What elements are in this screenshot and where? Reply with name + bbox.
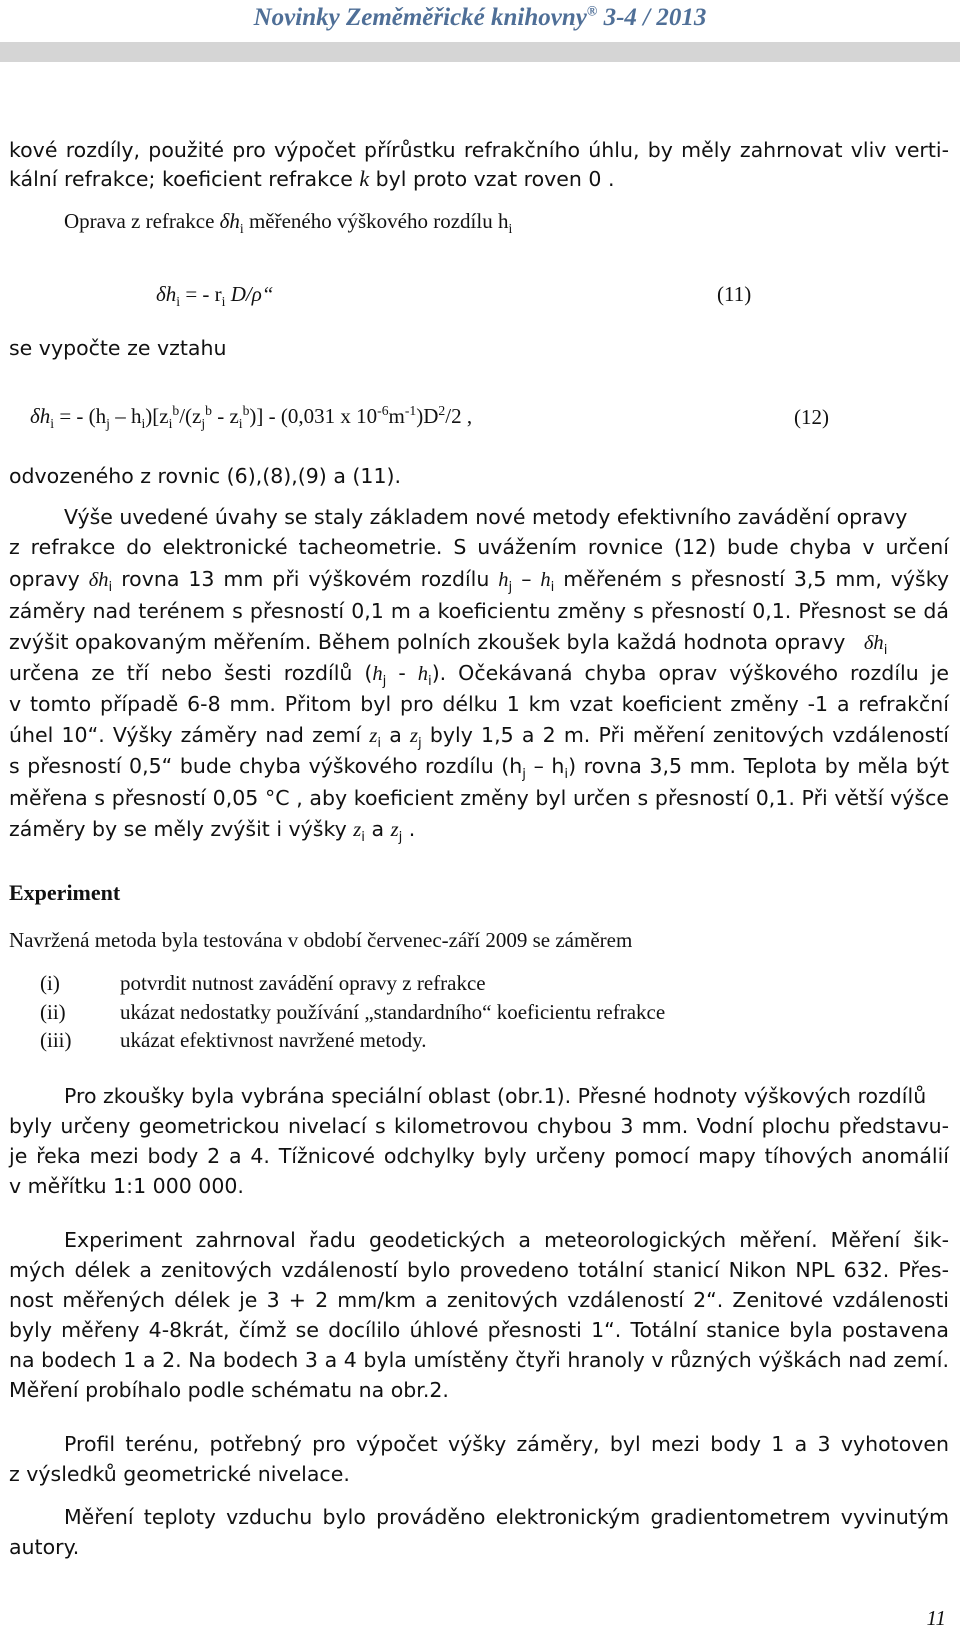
text-line: Měření teploty vzduchu bylo prováděno elektronickým gradientometrem vyvinutým — [64, 1505, 949, 1529]
journal-title: Novinky Zeměměřické knihovny — [253, 4, 587, 31]
text-line: kové rozdíly, použité pro výpočet přírůstku refrakčního úhlu, by měly zahrnovat vliv verti- — [9, 138, 949, 162]
text-line: byly určeny geometrickou nivelací s kilometrovou chybou 3 mm. Vodní plochu představu- — [9, 1114, 949, 1138]
equation-number: (11) — [717, 282, 752, 306]
text-line: mých délek a zenitových vzdáleností bylo provedeno totální stanicí Nikon NPL 632. Přes- — [9, 1258, 949, 1282]
header-bar — [0, 42, 960, 62]
text-line: kální refrakce; koeficient refrakce k byl proto vzat roven 0 . — [9, 166, 615, 191]
list-item-text: ukázat nedostatky používání „standardního“ koeficientu refrakce — [120, 1000, 666, 1024]
var-k: k — [359, 166, 370, 191]
journal-header — [0, 4, 960, 32]
list-item-text: ukázat efektivnost navržené metody. — [120, 1028, 427, 1052]
text-line: z výsledků geometrické nivelace. — [9, 1462, 350, 1486]
text-line: opravy $\delta h_i$ rovna 13 mm při výškovém rozdílu $h_j - h_i$ měřeném s přesností 3,5 mm, výšky — [9, 567, 949, 596]
text-line: v tomto případě 6-8 mm. Přitom byl pro délku 1 km vzat koeficient změny -1 a refrakční — [9, 692, 949, 716]
text-line: určena ze tří nebo šesti rozdílů $(h_j - h_i)$. Očekávaná chyba oprav výškového rozdílu je — [9, 661, 949, 690]
text-line: Navržená metoda byla testována v období červenec-září 2009 se záměrem — [9, 928, 633, 952]
journal-issue: 3-4 / 2013 — [603, 4, 707, 31]
text-line: Oprava z refrakce $\delta h_i$ měřeného výškového rozdílu $h_i$ — [64, 209, 513, 237]
text-line: v měřítku 1:1 000 000. — [9, 1174, 244, 1198]
list-item-number: (i) — [40, 971, 60, 995]
text-line: úhel 10“. Výšky záměry nad zemí $z_i$ a $z_j$ byly 1,5 a 2 m. Při měření zenitových vzdáleností — [9, 723, 949, 752]
text-line: autory. — [9, 1535, 80, 1559]
equation-number: (12) — [794, 405, 829, 429]
list-item-text: potvrdit nutnost zavádění opravy z refrakce — [120, 971, 486, 995]
text-line: na bodech 1 a 2. Na bodech 3 a 4 byla umístěny čtyři hranoly v různých výškách nad zemí. — [9, 1348, 949, 1372]
text-line: zvýšit opakovaným měřením. Během polních zkoušek byla každá hodnota opravy $\delta h_i$ — [9, 630, 888, 659]
equation-12: $\delta h_i$ = - $(h_j - h_i)[z_i^b/(z_j^b - z_i^b)] - (0,031$ x $10^{-6}m^{-1})D^2/2$ , — [30, 403, 473, 432]
text-line: byly měřeny 4-8krát, čímž se docílilo úhlové přesnosti 1“. Totální stanice byla postavena — [9, 1318, 949, 1342]
list-item-number: (ii) — [40, 1000, 66, 1024]
text-line: záměry by se měly zvýšit i výšky $z_i$ a $z_j$ . — [9, 817, 416, 846]
text-line: Pro zkoušky byla vybrána speciální oblast (obr.1). Přesné hodnoty výškových rozdílů — [64, 1084, 927, 1108]
text-line: z refrakce do elektronické tacheometrie. S uvážením rovnice (12) bude chyba v určení — [9, 535, 949, 559]
text-line: nost měřených délek je 3 + 2 mm/km a zenitových vzdáleností 2“. Zenitové vzdálenosti — [9, 1288, 949, 1312]
text-line: s přesností 0,5“ bude chyba výškového rozdílu $(h_j - h_i)$ rovna 3,5 mm. Teplota by měla být — [9, 754, 950, 783]
text-line: se vypočte ze vztahu — [9, 336, 227, 360]
list-item-number: (iii) — [40, 1028, 72, 1052]
page-number: 11 — [926, 1606, 946, 1630]
text-line: Výše uvedené úvahy se staly základem nové metody efektivního zavádění opravy — [64, 505, 908, 529]
equation-11: $\delta h_i$ = - $r_i$ D/ρ“ — [156, 282, 274, 310]
text-line: záměry nad terénem s přesností 0,1 m a koeficientu změny s přesností 0,1. Přesnost se dá — [9, 599, 949, 623]
section-heading: Experiment — [9, 880, 121, 905]
text-line: odvozeného z rovnic (6),(8),(9) a (11). — [9, 464, 402, 488]
text-line: Měření probíhalo podle schématu na obr.2. — [9, 1378, 449, 1402]
text-line: Profil terénu, potřebný pro výpočet výšky záměry, byl mezi body 1 a 3 vyhotoven — [64, 1432, 949, 1456]
text-line: měřena s přesností 0,05 °C , aby koeficient změny byl určen s přesností 0,1. Při větší výšce — [9, 786, 949, 810]
text-line: je řeka mezi body 2 a 4. Tížnicové odchylky byly určeny pomocí mapy tíhových anomálií — [9, 1144, 949, 1168]
text-line: Experiment zahrnoval řadu geodetických a meteorologických měření. Měření šik- — [64, 1228, 949, 1252]
registered-mark: ® — [586, 4, 598, 20]
